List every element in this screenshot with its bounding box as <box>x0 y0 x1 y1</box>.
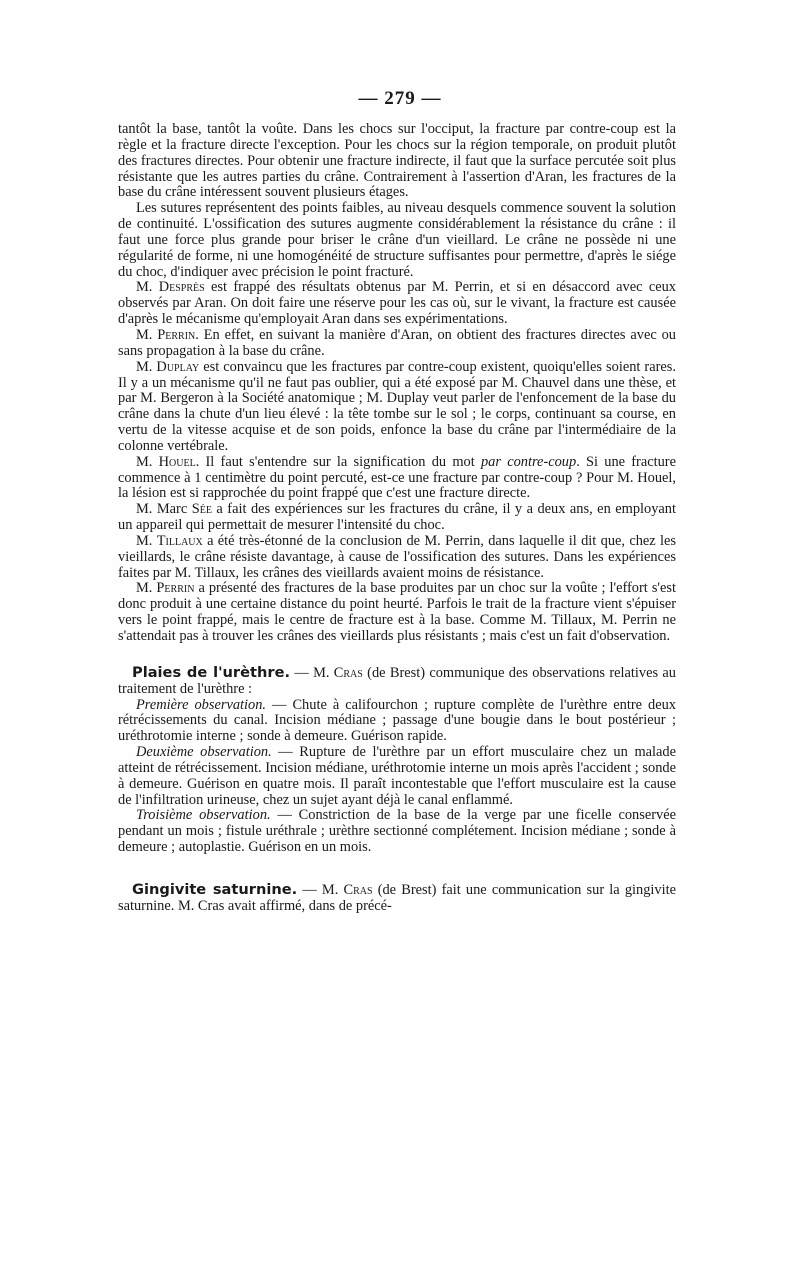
paragraph-text: — M. <box>297 881 344 898</box>
speaker-name: Duplay <box>156 358 200 375</box>
observation-paragraph <box>118 745 676 808</box>
paragraph-text: est convaincu que les fractures par contre-coup existent, quoiqu'elles soient rares. Il y a un mécanisme qu'il ne faut pas oublier, qui a été exposé par M. Chauvel dans une thèse, et par M. Bergeron à la Société anatomique ; M. Duplay veut parler de l'enfoncement de la base du crâne dans la chute d'un lieu élevé : la tête tombe sur le sol ; le corps, continuant sa course, en vertu de la vitesse acquise et de son poids, enfonce la base du crâne par l'intermédiaire de la colonne vertébrale. <box>118 358 676 454</box>
section-heading: Gingivite saturnine. <box>132 880 298 898</box>
paragraph-text: — Chute à califourchon ; rupture complète de l'urèthre entre deux rétrécissements du canal. Incision médiane ; passage d'une bougie dans le bout postérieur ; uréthrotomie interne ; sonde à demeure. Guérison rapide. <box>118 696 676 745</box>
speaker-name: Cras <box>343 881 373 898</box>
page-number: — 279 — <box>358 88 442 109</box>
speaker-paragraph <box>118 280 676 328</box>
paragraph-text: est frappé des résultats obtenus par M. Perrin, et si en désaccord avec ceux observés par Aran. On doit faire une réserve pour les cas où, sur le vivant, la fracture est causée d'après le mécanisme qu'employait Aran dans ses expérimentations. <box>118 279 676 328</box>
section-heading: Plaies de l'urèthre. <box>132 663 291 681</box>
paragraph-text: a présenté des fractures de la base produites par un choc sur la voûte ; l'effort s'est donc produit à une certaine distance du point heurté. Parfois le trait de la fracture vient s'épuiser vers le point frappé, mais le centre de fracture est à la base. Comme M. Tillaux, M. Perrin ne s'attendait pas à trouver les crânes des vieillards plus résistants ; mais c'est un fait d'observation. <box>118 580 676 644</box>
paragraph-text: — Constriction de la base de la verge par une ficelle conservée pendant un mois ; fistule uréthrale ; urèthre sectionné complétement. Incision médiane ; sonde à demeure ; autoplastie. Guérison en un mois. <box>118 807 676 856</box>
observation-title: Première observation. <box>136 696 267 713</box>
speaker-prefix: M. <box>136 580 157 597</box>
paragraph-text: . Il faut s'entendre sur la signification du mot <box>195 453 481 470</box>
speaker-prefix: M. <box>136 358 157 375</box>
speaker-name: Perrin <box>157 326 196 343</box>
speaker-paragraph <box>118 455 676 503</box>
paragraph-text: tantôt la base, tantôt la voûte. Dans les chocs sur l'occiput, la fracture par contre-coup est la règle et la fracture directe l'exception. Pour les chocs sur la région temporale, on produit plutôt des fractures directes. Pour obtenir une fracture indirecte, il faut que la surface percutée soit plus résistante que les autres parties du crâne. Contrairement à l'assertion d'Aran, les fractures de la base du crâne intéressent souvent plusieurs étages. <box>118 121 676 201</box>
paragraph-text: a été très-étonné de la conclusion de M. Perrin, dans laquelle il dit que, chez les vieillards, le crâne résiste davantage, à cause de l'ossification des sutures. Dans les expériences faites par M. Tillaux, les crânes des vieillards avaient moins de résistance. <box>118 532 676 581</box>
page-body <box>118 122 676 915</box>
speaker-paragraph <box>118 328 676 360</box>
speaker-name: Cras <box>333 664 363 681</box>
observation-paragraph <box>118 808 676 856</box>
observation-paragraph <box>118 698 676 746</box>
speaker-prefix: M. <box>136 279 159 296</box>
paragraph-text: — M. <box>290 664 334 681</box>
speaker-prefix: M. <box>136 532 157 549</box>
paragraph-text: (de Brest) fait une communication sur la gingivite saturnine. M. Cras avait affirmé, dans de précé- <box>118 881 676 914</box>
section-paragraph <box>118 882 676 915</box>
paragraph-text: — Rupture de l'urèthre par un effort musculaire chez un malade atteint de rétrécissement. Incision médiane, uréthrotomie interne un mois après l'accident ; sonde à demeure. Guérison en quatre mois. Il paraît incontestable que l'effort musculaire est la cause de l'infiltration urineuse, chez un sujet ayant déjà le canal enflammé. <box>118 744 676 808</box>
section-paragraph <box>118 665 676 698</box>
paragraph <box>118 122 676 201</box>
speaker-name: Perrin <box>156 580 195 597</box>
speaker-prefix: M. Marc <box>136 501 192 518</box>
paragraph-text: (de Brest) communique des observations relatives au traitement de l'urèthre : <box>118 664 676 697</box>
speaker-prefix: M. <box>136 453 159 470</box>
speaker-name: Sée <box>191 501 212 518</box>
paragraph-text: a fait des expériences sur les fractures du crâne, il y a deux ans, en employant un appareil qui permettait de mesurer l'intensité du choc. <box>118 501 676 534</box>
speaker-name: Desprès <box>158 279 205 296</box>
speaker-prefix: M. <box>136 326 158 343</box>
paragraph <box>118 201 676 280</box>
italic-term: par contre-coup <box>480 453 577 470</box>
speaker-paragraph <box>118 360 676 455</box>
speaker-paragraph <box>118 534 676 582</box>
speaker-paragraph <box>118 502 676 534</box>
speaker-name: Tillaux <box>156 532 203 549</box>
paragraph-text: Les sutures représentent des points faibles, au niveau desquels commence souvent la solution de continuité. L'ossification des sutures augmente considérablement la résistance du crâne : il faut une force plus grande pour briser le crâne d'un vieillard. Le crâne ne possède ni une régularité de forme, ni une homogénéité de structure suffisantes pour permettre, d'après le siége du choc, d'indiquer avec précision le point fracturé. <box>118 200 676 280</box>
observation-title: Troisième observation. <box>136 807 271 824</box>
paragraph-text: . En effet, en suivant la manière d'Aran, on obtient des fractures directes avec ou sans propagation à la base du crâne. <box>118 326 677 359</box>
paragraph-text: . Si une fracture commence à 1 centimètre du point percuté, est-ce une fracture par contre-coup ? Pour M. Houel, la lésion est si rapprochée du point frappé que c'est une fracture directe. <box>118 453 676 502</box>
observation-title: Deuxième observation. <box>136 744 272 761</box>
speaker-paragraph <box>118 581 676 644</box>
speaker-name: Houel <box>158 453 196 470</box>
